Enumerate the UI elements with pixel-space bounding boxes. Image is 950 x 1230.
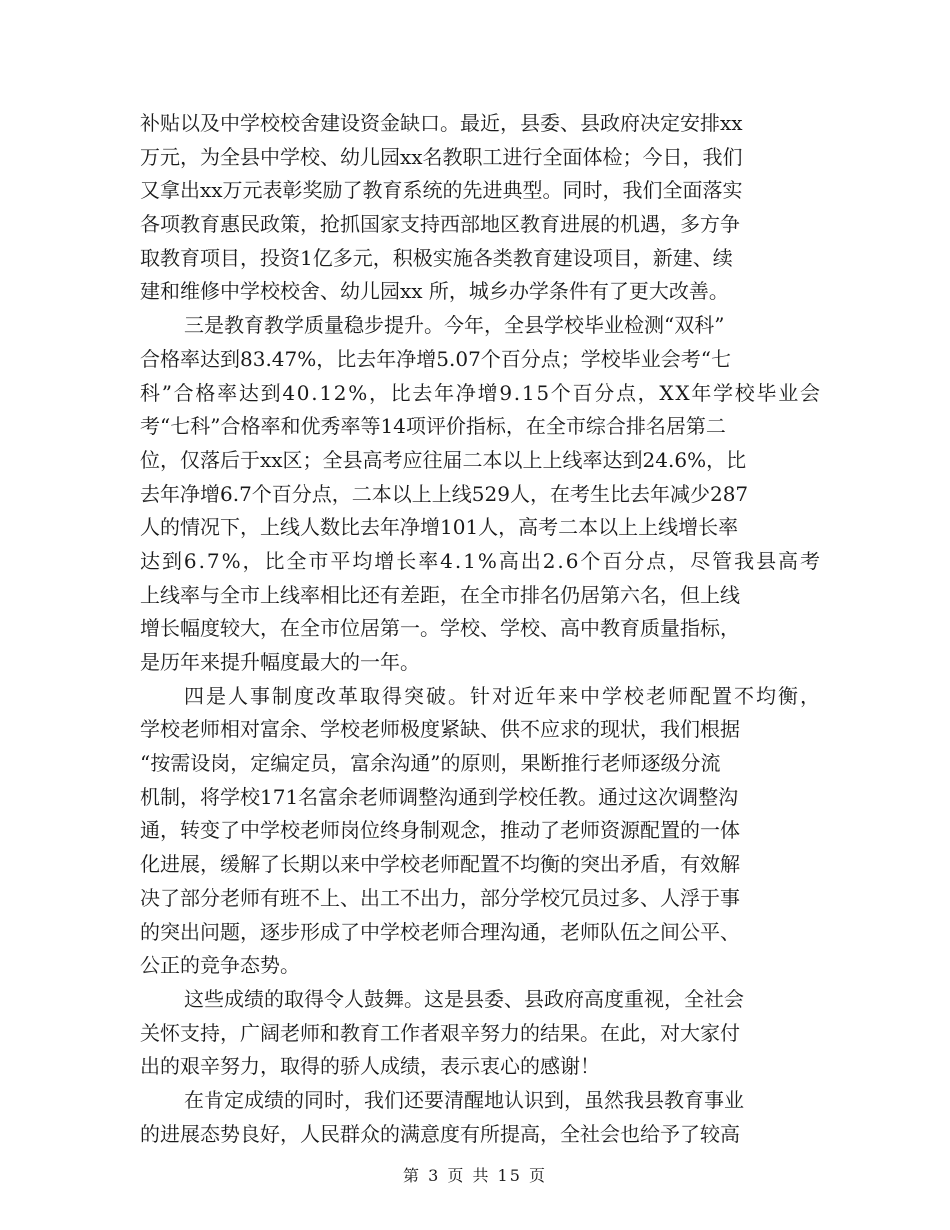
text-line: 这些成绩的取得令人鼓舞。这是县委、县政府高度重视，全社会 (184, 986, 744, 1011)
text-line: 建和维修中学校校舍、幼儿园xx 所，城乡办学条件有了更大改善。 (140, 279, 729, 304)
text-line: 公正的竞争态势。 (140, 953, 300, 978)
text-line: 达到6.7%，比全市平均增长率4.1%高出2.6个百分点，尽管我县高考 (140, 548, 822, 573)
text-line: 学校老师相对富余、学校老师极度紧缺、供不应求的现状，我们根据 (140, 717, 740, 742)
text-line: 又拿出xx万元表彰奖励了教育系统的先进典型。同时，我们全面落实 (140, 178, 743, 203)
text-line: 四是人事制度改革取得突破。针对近年来中学校老师配置不均衡， (184, 683, 822, 708)
text-line: 合格率达到83.47%，比去年净增5.07个百分点；学校毕业会考“七 (140, 346, 732, 371)
text-line: 是历年来提升幅度最大的一年。 (140, 650, 420, 674)
text-line: 化进展，缓解了长期以来中学校老师配置不均衡的突出矛盾，有效解 (140, 852, 740, 877)
text-line: 的突出问题，逐步形成了中学校老师合理沟通，老师队伍之间公平、 (140, 919, 740, 944)
text-line: 人的情况下，上线人数比去年净增101人，高考二本以上上线增长率 (140, 515, 739, 540)
text-line: 万元，为全县中学校、幼儿园xx名教职工进行全面体检；今日，我们 (140, 144, 743, 169)
text-line: 关怀支持，广阔老师和教育工作者艰辛努力的结果。在此，对大家付 (140, 1020, 740, 1045)
text-line: 科”合格率达到40.12%，比去年净增9.15个百分点，XX年学校毕业会 (140, 380, 822, 405)
text-line: 机制，将学校171名富余老师调整沟通到学校任教。通过这次调整沟 (140, 784, 739, 809)
text-line: 上线率与全市上线率相比还有差距，在全市排名仍居第六名，但上线 (140, 582, 740, 607)
body-text (140, 107, 820, 1151)
text-line: 通，转变了中学校老师岗位终身制观念，推动了老师资源配置的一体 (140, 818, 740, 843)
text-line: 在肯定成绩的同时，我们还要清醒地认识到，虽然我县教育事业 (184, 1087, 744, 1112)
text-line: 取教育项目，投资1亿多元，积极实施各类教育建设项目，新建、续 (140, 245, 733, 270)
text-line: 增长幅度较大，在全市位居第一。学校、学校、高中教育质量指标， (140, 616, 740, 641)
text-line: 补贴以及中学校校舍建设资金缺口。最近，县委、县政府决定安排xx (140, 111, 743, 135)
page-footer: 第 3 页 共 15 页 (403, 1166, 547, 1185)
text-line: 出的艰辛努力，取得的骄人成绩，表示衷心的感谢！ (140, 1054, 600, 1079)
text-line: 决了部分老师有班不上、出工不出力，部分学校冗员过多、人浮于事 (140, 885, 740, 910)
text-line: 考“七科”合格率和优秀率等14项评价指标，在全市综合排名居第二 (140, 414, 726, 439)
text-line: “按需设岗，定编定员，富余沟通”的原则，果断推行老师逐级分流 (140, 751, 721, 776)
text-line: 三是教育教学质量稳步提升。今年，全县学校毕业检测“双科” (184, 313, 725, 338)
text-line: 位，仅落后于xx区；全县高考应往届二本以上上线率达到24.6%，比 (140, 447, 747, 472)
text-line: 去年净增6.7个百分点，二本以上上线529人，在考生比去年减少287 (140, 481, 749, 506)
text-line: 各项教育惠民政策，抢抓国家支持西部地区教育进展的机遇，多方争 (140, 212, 740, 237)
text-line: 的进展态势良好，人民群众的满意度有所提高，全社会也给予了较高 (140, 1121, 740, 1146)
